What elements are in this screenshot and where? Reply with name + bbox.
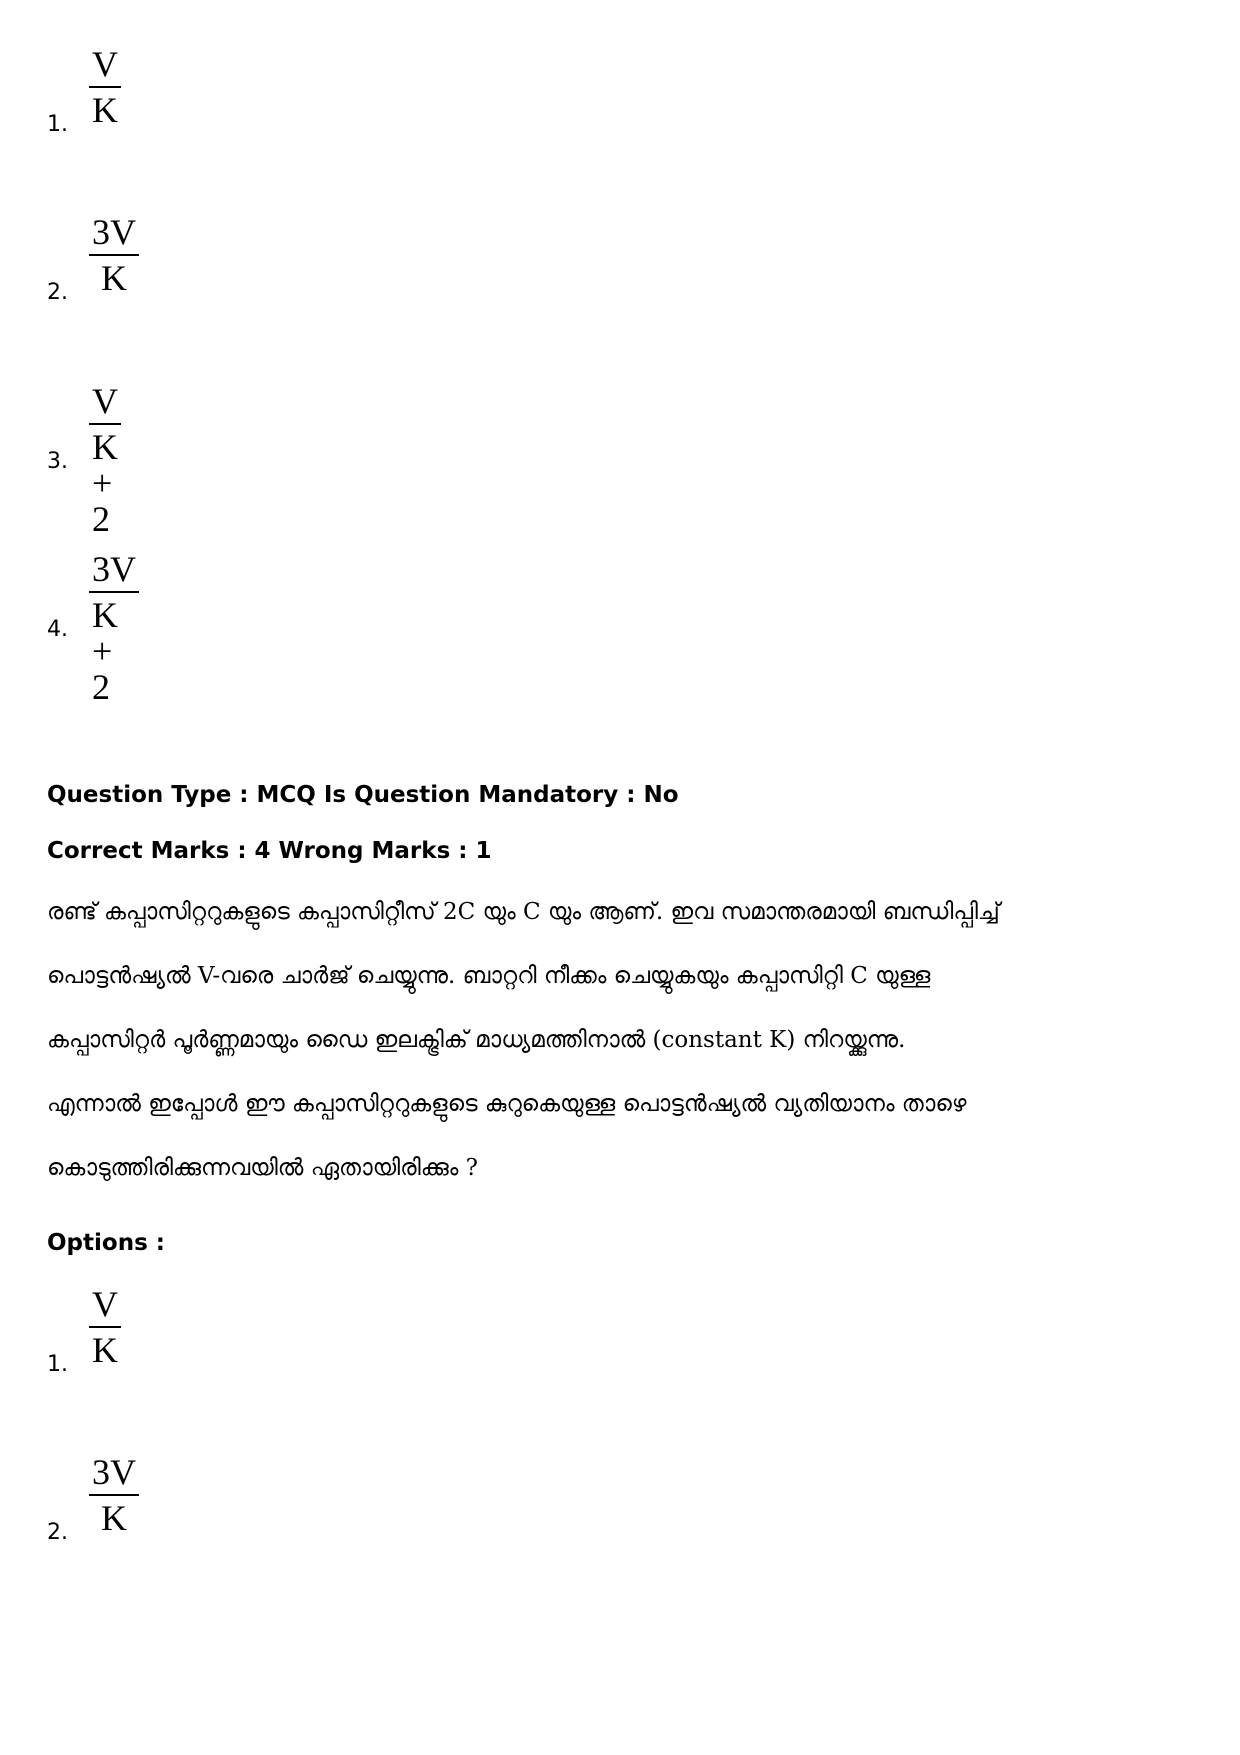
denominator: K + 2 — [92, 427, 118, 539]
numerator: 3V — [92, 212, 136, 252]
denominator: K + 2 — [92, 595, 118, 707]
numerator: V — [92, 44, 118, 84]
option-number: 4. — [47, 617, 68, 642]
denominator: K — [101, 1498, 127, 1538]
option-number: 1. — [47, 1352, 68, 1377]
numerator: V — [92, 1284, 118, 1324]
denominator: K — [101, 258, 127, 298]
question-line: കപ്പാസിറ്റർ പൂർണ്ണമായും ഡൈ ഇലക്ട്രിക് മാധ്യമത്തിനാൽ (constant K) നിറയ്ക്കുന്നു. — [47, 1027, 906, 1053]
question-line: എന്നാൽ ഇപ്പോൾ ഈ കപ്പാസിറ്ററുകളുടെ കുറുകെയുള്ള പൊട്ടൻഷ്യൽ വ്യതിയാനം താഴെ — [47, 1091, 967, 1117]
question-line: കൊടുത്തിരിക്കുന്നവയിൽ ഏതായിരിക്കും ? — [47, 1155, 478, 1181]
denominator: K — [92, 90, 118, 130]
question-line: രണ്ട് കപ്പാസിറ്ററുകളുടെ കപ്പാസിറ്റീസ് 2C യും C യും ആണ്. ഇവ സമാന്തരമായി ബന്ധിപ്പിച്ച് — [47, 899, 1000, 925]
fraction — [89, 551, 139, 705]
fraction — [89, 1286, 121, 1368]
fraction — [89, 46, 121, 128]
option-number: 3. — [47, 449, 68, 474]
question-text — [47, 880, 1000, 1200]
question-type-line: Question Type : MCQ Is Question Mandatory : No — [47, 782, 679, 808]
fraction — [89, 214, 139, 296]
numerator: 3V — [92, 1452, 136, 1492]
options-label: Options : — [47, 1230, 165, 1256]
numerator: 3V — [92, 549, 136, 589]
option-number: 2. — [47, 280, 68, 305]
fraction — [89, 383, 121, 537]
numerator: V — [92, 381, 118, 421]
question-line: പൊട്ടൻഷ്യൽ V-വരെ ചാർജ് ചെയ്യുന്നു. ബാറ്ററി നീക്കം ചെയ്യുകയും കപ്പാസിറ്റി C യുള്ള — [47, 963, 931, 989]
marks-line: Correct Marks : 4 Wrong Marks : 1 — [47, 838, 492, 864]
option-number: 2. — [47, 1520, 68, 1545]
fraction — [89, 1454, 139, 1536]
denominator: K — [92, 1330, 118, 1370]
option-number: 1. — [47, 112, 68, 137]
